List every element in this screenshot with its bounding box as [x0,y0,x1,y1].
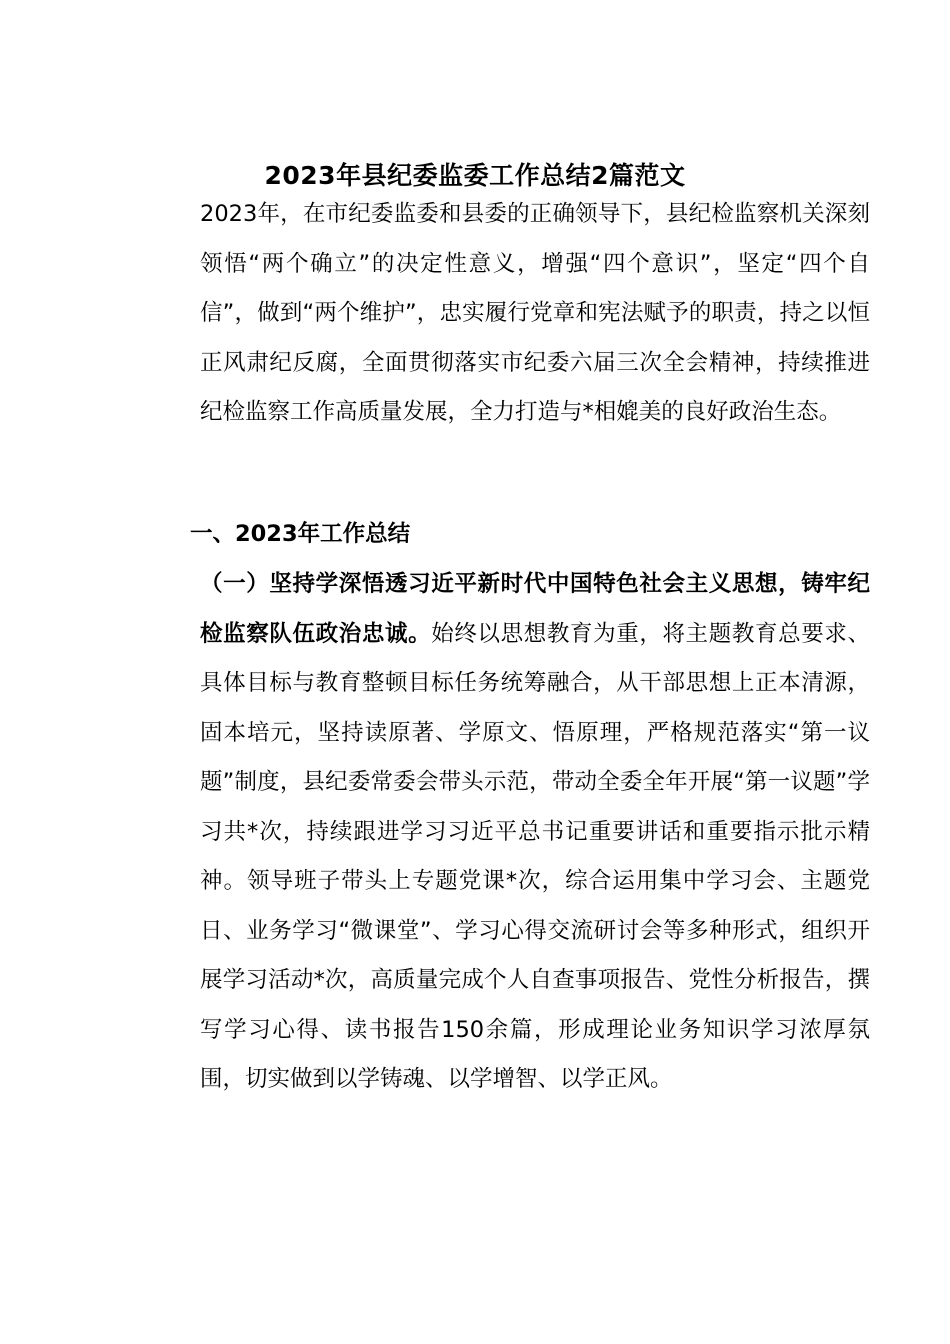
section-heading: 一、2023年工作总结 [190,521,411,547]
section-lead: （一）坚持学深悟透习近平新时代中国特色社会主义思想，铸牢纪检监察队伍政治忠诚。 [200,571,870,647]
intro-paragraph: 2023年，在市纪委监委和县委的正确领导下，县纪检监察机关深刻领悟“两个确立”的决定性意义，增强“四个意识”，坚定“四个自信”，做到“两个维护”，忠实履行党章和宪法赋予的职责，持之以恒正风肃纪反腐，全面贯彻落实市纪委六届三次全会精神，持续推进纪检监察工作高质量发展，全力打造与*相媲美的良好政治生态。 [200,201,870,425]
section-body: 始终以思想教育为重，将主题教育总要求、具体目标与教育整顿目标任务统筹融合，从干部思想上正本清源，固本培元，坚持读原著、学原文、悟原理，严格规范落实“第一议题”制度，县纪委常委会带头示范，带动全委全年开展“第一议题”学习共*次，持续跟进学习习近平总书记重要讲话和重要指示批示精神。领导班子带头上专题党课*次，综合运用集中学习会、主题党日、业务学习“微课堂”、学习心得交流研讨会等多种形式，组织开展学习活动*次，高质量完成个人自查事项报告、党性分析报告，撰写学习心得、读书报告150余篇，形成理论业务知识学习浓厚氛围，切实做到以学铸魂、以学增智、以学正风。 [200,620,870,1092]
document-title: 2023年县纪委监委工作总结2篇范文 [264,161,686,190]
section-paragraph [145,560,870,1105]
